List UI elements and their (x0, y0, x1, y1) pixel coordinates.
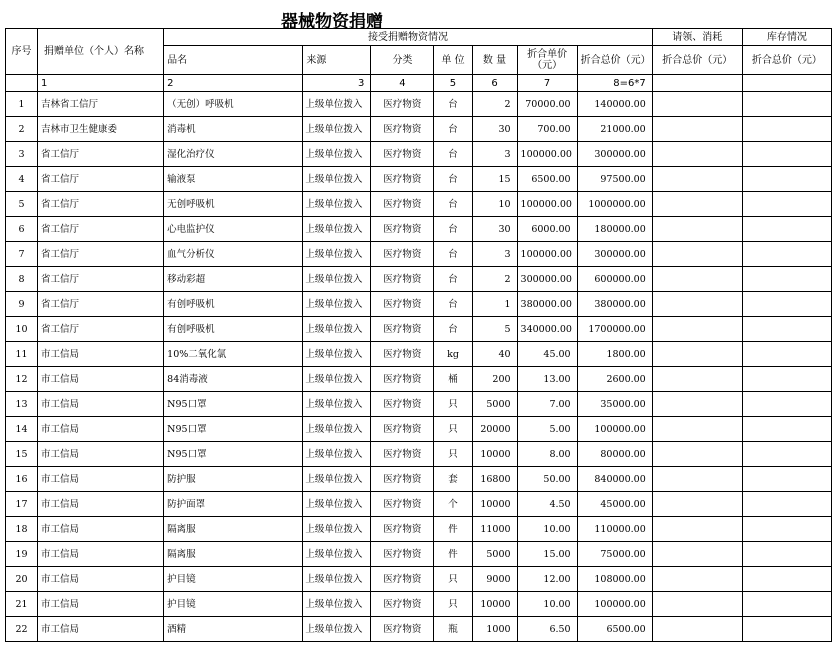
cell-item: 湿化治疗仪 (164, 142, 303, 167)
cell-consume-total (652, 392, 742, 417)
cell-stock-total (742, 192, 831, 217)
cell-source: 上级单位拨入 (303, 292, 371, 317)
cell-donor: 市工信局 (38, 492, 164, 517)
header-unit: 单 位 (434, 46, 472, 75)
cell-consume-total (652, 217, 742, 242)
table-row (6, 192, 832, 217)
cell-category: 医疗物资 (371, 517, 434, 542)
cell-consume-total (652, 467, 742, 492)
cell-stock-total (742, 217, 831, 242)
cell-source: 上级单位拨入 (303, 592, 371, 617)
cell-qty: 30 (472, 217, 517, 242)
cell-unit: 台 (434, 267, 472, 292)
cell-total: 1000000.00 (577, 192, 652, 217)
cell-consume-total (652, 167, 742, 192)
cell-unit: 只 (434, 592, 472, 617)
cell-stock-total (742, 542, 831, 567)
cell-total: 100000.00 (577, 417, 652, 442)
cell-consume-total (652, 492, 742, 517)
cell-seq: 1 (6, 92, 38, 117)
cell-donor: 吉林省工信厅 (38, 92, 164, 117)
header-qty: 数 量 (472, 46, 517, 75)
cell-seq: 3 (6, 142, 38, 167)
table-row (6, 92, 832, 117)
cell-unit: 台 (434, 192, 472, 217)
cell-category: 医疗物资 (371, 167, 434, 192)
cell-total: 380000.00 (577, 292, 652, 317)
col-number: 7 (517, 75, 577, 92)
cell-qty: 5 (472, 317, 517, 342)
cell-donor: 市工信局 (38, 342, 164, 367)
cell-item: N95口罩 (164, 417, 303, 442)
cell-seq: 5 (6, 192, 38, 217)
cell-unit-price: 100000.00 (517, 242, 577, 267)
cell-item: 输液泵 (164, 167, 303, 192)
cell-item: 心电监护仪 (164, 217, 303, 242)
cell-source: 上级单位拨入 (303, 492, 371, 517)
table-row (6, 392, 832, 417)
cell-stock-total (742, 92, 831, 117)
cell-unit-price: 5.00 (517, 417, 577, 442)
cell-total: 108000.00 (577, 567, 652, 592)
cell-donor: 市工信局 (38, 417, 164, 442)
table-row (6, 142, 832, 167)
cell-stock-total (742, 467, 831, 492)
cell-category: 医疗物资 (371, 617, 434, 642)
cell-seq: 6 (6, 217, 38, 242)
cell-item: 84消毒液 (164, 367, 303, 392)
cell-consume-total (652, 517, 742, 542)
cell-stock-total (742, 342, 831, 367)
cell-consume-total (652, 567, 742, 592)
table-row (6, 242, 832, 267)
cell-donor: 市工信局 (38, 617, 164, 642)
table-row (6, 617, 832, 642)
cell-unit: 套 (434, 467, 472, 492)
cell-seq: 9 (6, 292, 38, 317)
cell-unit: 瓶 (434, 617, 472, 642)
cell-seq: 12 (6, 367, 38, 392)
cell-consume-total (652, 292, 742, 317)
cell-source: 上级单位拨入 (303, 417, 371, 442)
cell-seq: 22 (6, 617, 38, 642)
cell-unit: 台 (434, 117, 472, 142)
cell-total: 140000.00 (577, 92, 652, 117)
cell-qty: 40 (472, 342, 517, 367)
cell-source: 上级单位拨入 (303, 392, 371, 417)
cell-unit: 只 (434, 392, 472, 417)
cell-qty: 9000 (472, 567, 517, 592)
cell-unit-price: 700.00 (517, 117, 577, 142)
cell-seq: 18 (6, 517, 38, 542)
cell-unit-price: 100000.00 (517, 192, 577, 217)
cell-unit: 个 (434, 492, 472, 517)
cell-consume-total (652, 142, 742, 167)
cell-category: 医疗物资 (371, 267, 434, 292)
cell-source: 上级单位拨入 (303, 317, 371, 342)
cell-donor: 市工信局 (38, 442, 164, 467)
table-row (6, 542, 832, 567)
cell-item: 护目镜 (164, 567, 303, 592)
cell-source: 上级单位拨入 (303, 517, 371, 542)
cell-unit: 只 (434, 417, 472, 442)
cell-source: 上级单位拨入 (303, 542, 371, 567)
cell-unit: 桶 (434, 367, 472, 392)
cell-category: 医疗物资 (371, 292, 434, 317)
cell-source: 上级单位拨入 (303, 192, 371, 217)
cell-source: 上级单位拨入 (303, 442, 371, 467)
cell-qty: 10000 (472, 442, 517, 467)
cell-category: 医疗物资 (371, 242, 434, 267)
cell-donor: 省工信厅 (38, 192, 164, 217)
table-row (6, 467, 832, 492)
cell-consume-total (652, 92, 742, 117)
col-number: 3 (303, 75, 371, 92)
header-item: 品名 (164, 46, 303, 75)
cell-category: 医疗物资 (371, 217, 434, 242)
cell-total: 45000.00 (577, 492, 652, 517)
cell-unit-price: 6.50 (517, 617, 577, 642)
cell-stock-total (742, 167, 831, 192)
cell-category: 医疗物资 (371, 417, 434, 442)
cell-consume-total (652, 192, 742, 217)
cell-total: 1700000.00 (577, 317, 652, 342)
cell-unit-price: 6000.00 (517, 217, 577, 242)
cell-unit-price: 10.00 (517, 517, 577, 542)
cell-total: 600000.00 (577, 267, 652, 292)
cell-donor: 省工信厅 (38, 242, 164, 267)
cell-category: 医疗物资 (371, 392, 434, 417)
cell-total: 840000.00 (577, 467, 652, 492)
cell-item: （无创）呼吸机 (164, 92, 303, 117)
cell-consume-total (652, 617, 742, 642)
header-stock-total: 折合总价（元） (742, 46, 831, 75)
header-stock-group: 库存情况 (742, 29, 831, 46)
cell-item: 防护服 (164, 467, 303, 492)
cell-donor: 省工信厅 (38, 317, 164, 342)
cell-seq: 15 (6, 442, 38, 467)
cell-source: 上级单位拨入 (303, 92, 371, 117)
cell-qty: 5000 (472, 392, 517, 417)
cell-donor: 市工信局 (38, 367, 164, 392)
col-number-blank (652, 75, 742, 92)
cell-unit: 台 (434, 242, 472, 267)
cell-unit-price: 100000.00 (517, 142, 577, 167)
cell-donor: 省工信厅 (38, 267, 164, 292)
cell-category: 医疗物资 (371, 342, 434, 367)
cell-total: 80000.00 (577, 442, 652, 467)
cell-source: 上级单位拨入 (303, 142, 371, 167)
cell-total: 100000.00 (577, 592, 652, 617)
cell-seq: 21 (6, 592, 38, 617)
table-row (6, 367, 832, 392)
cell-category: 医疗物资 (371, 367, 434, 392)
cell-stock-total (742, 567, 831, 592)
cell-donor: 省工信厅 (38, 292, 164, 317)
cell-source: 上级单位拨入 (303, 467, 371, 492)
cell-consume-total (652, 367, 742, 392)
cell-source: 上级单位拨入 (303, 267, 371, 292)
cell-seq: 14 (6, 417, 38, 442)
cell-item: 有创呼吸机 (164, 317, 303, 342)
cell-qty: 11000 (472, 517, 517, 542)
cell-seq: 7 (6, 242, 38, 267)
col-number: 4 (371, 75, 434, 92)
col-number-blank (742, 75, 831, 92)
cell-stock-total (742, 417, 831, 442)
cell-donor: 省工信厅 (38, 142, 164, 167)
cell-total: 6500.00 (577, 617, 652, 642)
cell-seq: 16 (6, 467, 38, 492)
cell-unit: 件 (434, 542, 472, 567)
cell-unit: 台 (434, 292, 472, 317)
donation-table (5, 28, 832, 642)
cell-source: 上级单位拨入 (303, 342, 371, 367)
cell-item: 移动彩超 (164, 267, 303, 292)
cell-qty: 16800 (472, 467, 517, 492)
cell-qty: 5000 (472, 542, 517, 567)
cell-unit: 台 (434, 317, 472, 342)
cell-item: 护目镜 (164, 592, 303, 617)
cell-category: 医疗物资 (371, 542, 434, 567)
table-row (6, 167, 832, 192)
col-number: 1 (38, 75, 164, 92)
cell-unit: 只 (434, 567, 472, 592)
cell-total: 180000.00 (577, 217, 652, 242)
table-row (6, 592, 832, 617)
cell-consume-total (652, 267, 742, 292)
cell-category: 医疗物资 (371, 492, 434, 517)
cell-total: 35000.00 (577, 392, 652, 417)
table-row (6, 442, 832, 467)
table-row (6, 317, 832, 342)
col-number: 5 (434, 75, 472, 92)
cell-item: 无创呼吸机 (164, 192, 303, 217)
cell-unit-price: 4.50 (517, 492, 577, 517)
cell-stock-total (742, 392, 831, 417)
header-total: 折合总价（元） (577, 46, 652, 75)
header-consume-total: 折合总价（元） (652, 46, 742, 75)
cell-source: 上级单位拨入 (303, 367, 371, 392)
table-row (6, 342, 832, 367)
cell-donor: 市工信局 (38, 592, 164, 617)
cell-consume-total (652, 342, 742, 367)
cell-unit-price: 15.00 (517, 542, 577, 567)
cell-source: 上级单位拨入 (303, 242, 371, 267)
cell-consume-total (652, 542, 742, 567)
cell-donor: 市工信局 (38, 517, 164, 542)
cell-seq: 17 (6, 492, 38, 517)
cell-stock-total (742, 267, 831, 292)
col-number: 2 (164, 75, 303, 92)
table-row (6, 292, 832, 317)
cell-total: 1800.00 (577, 342, 652, 367)
cell-unit: kg (434, 342, 472, 367)
cell-category: 医疗物资 (371, 467, 434, 492)
cell-seq: 11 (6, 342, 38, 367)
cell-unit: 只 (434, 442, 472, 467)
cell-total: 110000.00 (577, 517, 652, 542)
header-seq: 序号 (6, 29, 38, 75)
col-number-blank (6, 75, 38, 92)
cell-item: 血气分析仪 (164, 242, 303, 267)
cell-qty: 10000 (472, 492, 517, 517)
cell-item: 隔离服 (164, 542, 303, 567)
cell-qty: 2 (472, 92, 517, 117)
cell-unit-price: 340000.00 (517, 317, 577, 342)
cell-unit-price: 7.00 (517, 392, 577, 417)
cell-category: 医疗物资 (371, 92, 434, 117)
cell-stock-total (742, 242, 831, 267)
cell-unit-price: 13.00 (517, 367, 577, 392)
cell-unit: 台 (434, 92, 472, 117)
cell-donor: 市工信局 (38, 542, 164, 567)
cell-category: 医疗物资 (371, 567, 434, 592)
cell-qty: 15 (472, 167, 517, 192)
cell-item: 10%二氧化氯 (164, 342, 303, 367)
cell-donor: 吉林市卫生健康委 (38, 117, 164, 142)
cell-consume-total (652, 442, 742, 467)
cell-donor: 省工信厅 (38, 217, 164, 242)
cell-consume-total (652, 592, 742, 617)
cell-source: 上级单位拨入 (303, 217, 371, 242)
cell-unit: 台 (434, 142, 472, 167)
cell-source: 上级单位拨入 (303, 567, 371, 592)
cell-donor: 市工信局 (38, 567, 164, 592)
header-unit-price: 折合单价（元） (517, 46, 577, 75)
cell-qty: 1 (472, 292, 517, 317)
cell-unit-price: 380000.00 (517, 292, 577, 317)
cell-item: 隔离服 (164, 517, 303, 542)
cell-category: 医疗物资 (371, 117, 434, 142)
cell-unit: 件 (434, 517, 472, 542)
cell-unit: 台 (434, 167, 472, 192)
cell-unit-price: 45.00 (517, 342, 577, 367)
table-row (6, 417, 832, 442)
cell-item: 有创呼吸机 (164, 292, 303, 317)
cell-donor: 省工信厅 (38, 167, 164, 192)
cell-seq: 2 (6, 117, 38, 142)
header-received-group: 接受捐赠物资情况 (164, 29, 653, 46)
cell-qty: 10000 (472, 592, 517, 617)
cell-unit-price: 8.00 (517, 442, 577, 467)
cell-stock-total (742, 592, 831, 617)
cell-qty: 3 (472, 242, 517, 267)
cell-stock-total (742, 442, 831, 467)
header-donor: 捐赠单位（个人）名称 (38, 29, 164, 75)
cell-stock-total (742, 617, 831, 642)
table-row (6, 267, 832, 292)
cell-seq: 19 (6, 542, 38, 567)
cell-seq: 20 (6, 567, 38, 592)
table-row (6, 217, 832, 242)
cell-item: 防护面罩 (164, 492, 303, 517)
cell-qty: 10 (472, 192, 517, 217)
cell-unit: 台 (434, 217, 472, 242)
cell-category: 医疗物资 (371, 442, 434, 467)
cell-unit-price: 12.00 (517, 567, 577, 592)
cell-stock-total (742, 367, 831, 392)
cell-qty: 1000 (472, 617, 517, 642)
cell-total: 300000.00 (577, 242, 652, 267)
col-number: 8=6*7 (577, 75, 652, 92)
cell-category: 医疗物资 (371, 592, 434, 617)
cell-stock-total (742, 142, 831, 167)
table-row (6, 567, 832, 592)
col-number: 6 (472, 75, 517, 92)
cell-consume-total (652, 317, 742, 342)
table-row (6, 517, 832, 542)
cell-category: 医疗物资 (371, 142, 434, 167)
table-row (6, 117, 832, 142)
cell-stock-total (742, 492, 831, 517)
cell-stock-total (742, 517, 831, 542)
header-category: 分类 (371, 46, 434, 75)
cell-source: 上级单位拨入 (303, 617, 371, 642)
cell-seq: 8 (6, 267, 38, 292)
cell-stock-total (742, 292, 831, 317)
cell-qty: 20000 (472, 417, 517, 442)
cell-item: 酒精 (164, 617, 303, 642)
table-row (6, 492, 832, 517)
cell-unit-price: 6500.00 (517, 167, 577, 192)
cell-total: 97500.00 (577, 167, 652, 192)
cell-unit-price: 10.00 (517, 592, 577, 617)
cell-category: 医疗物资 (371, 317, 434, 342)
cell-source: 上级单位拨入 (303, 167, 371, 192)
cell-category: 医疗物资 (371, 192, 434, 217)
cell-consume-total (652, 117, 742, 142)
cell-item: N95口罩 (164, 392, 303, 417)
cell-total: 21000.00 (577, 117, 652, 142)
cell-seq: 13 (6, 392, 38, 417)
header-source: 来源 (303, 46, 371, 75)
cell-stock-total (742, 117, 831, 142)
cell-item: 消毒机 (164, 117, 303, 142)
cell-unit-price: 50.00 (517, 467, 577, 492)
cell-stock-total (742, 317, 831, 342)
cell-total: 300000.00 (577, 142, 652, 167)
cell-item: N95口罩 (164, 442, 303, 467)
cell-consume-total (652, 417, 742, 442)
cell-donor: 市工信局 (38, 467, 164, 492)
cell-qty: 2 (472, 267, 517, 292)
cell-unit-price: 300000.00 (517, 267, 577, 292)
cell-consume-total (652, 242, 742, 267)
header-consume-group: 请领、消耗 (652, 29, 742, 46)
cell-total: 75000.00 (577, 542, 652, 567)
cell-seq: 4 (6, 167, 38, 192)
cell-seq: 10 (6, 317, 38, 342)
cell-source: 上级单位拨入 (303, 117, 371, 142)
page-title: 器械物资捐赠 (281, 12, 383, 32)
cell-qty: 30 (472, 117, 517, 142)
cell-donor: 市工信局 (38, 392, 164, 417)
cell-qty: 200 (472, 367, 517, 392)
cell-unit-price: 70000.00 (517, 92, 577, 117)
cell-qty: 3 (472, 142, 517, 167)
cell-total: 2600.00 (577, 367, 652, 392)
